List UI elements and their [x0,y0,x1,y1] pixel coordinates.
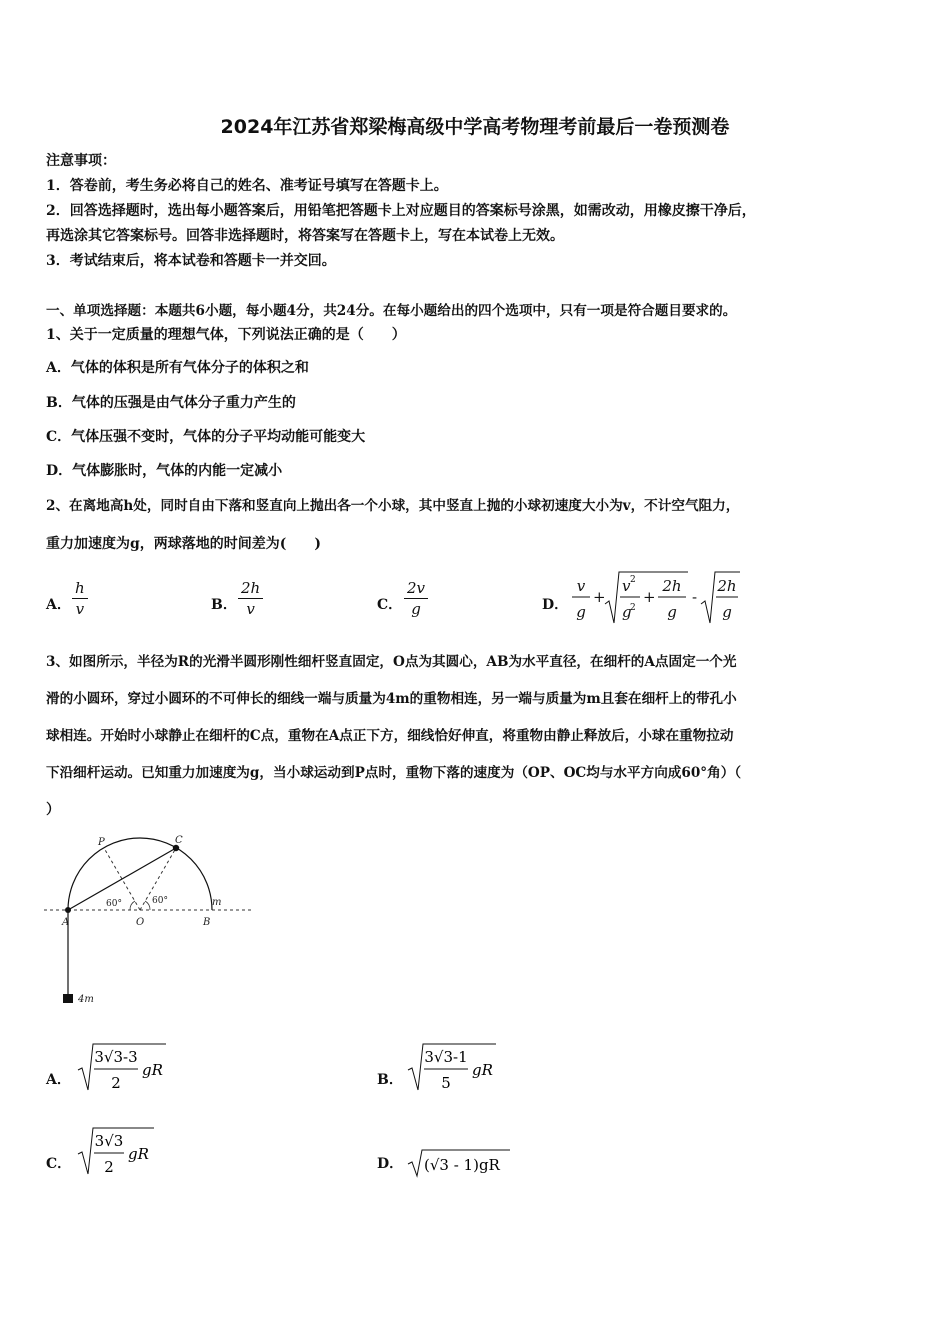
q2-d-r1-num: v [622,577,631,595]
label-b: B [203,917,211,928]
q1-option-b: B．气体的压强是由气体分子重力产生的 [46,395,296,411]
q2-label-a: A． [46,597,71,613]
q2-option-b [238,578,263,619]
q2-label-c: C． [377,597,403,613]
label-c: C [175,835,183,846]
q3-stem-line-3: 球相连。开始时小球静止在细杆的C点，重物在A点正下方，细线恰好伸直，将重物由静止释放后，小球在重物拉动 [46,728,734,744]
q2-d-plus-2: + [643,588,656,606]
label-a: A [62,917,70,928]
q3-stem-line-2: 滑的小圆环，穿过小圆环的不可伸长的细线一端与质量为4m的重物相连，另一端与质量为m且套在细杆上的带孔小 [46,691,737,707]
q2-d-t1-num: v [576,577,586,595]
notice-heading: 注意事项： [46,153,116,169]
q3-stem-line-5: ） [46,802,60,818]
q2-d-minus: - [692,588,698,606]
q3-stem-line-4: 下沿细杆运动。已知重力加速度为g，当小球运动到P点时，重物下落的速度为（OP、OC均与水平方向成60°角）（ [46,765,742,781]
q3-b-num: 3√3-1 [424,1048,468,1066]
q2-label-d: D． [542,597,569,613]
q1-option-c: C．气体压强不变时，气体的分子平均动能可能变大 [46,429,366,445]
q2-c-numerator: 2v [404,578,428,599]
label-4m: 4m [78,994,94,1005]
q3-option-a [76,1040,176,1096]
q3-c-num: 3√3 [94,1132,124,1150]
q3-label-c: C． [46,1156,72,1172]
q3-b-tail: gR [472,1061,493,1079]
q1-stem: 1、关于一定质量的理想气体，下列说法正确的是（ ） [46,327,406,343]
label-p: P [98,837,105,848]
q2-d-r1-num-exp: 2 [630,575,636,585]
q3-label-b: B． [377,1072,403,1088]
q3-label-d: D． [377,1156,404,1172]
q3-stem-line-1: 3、如图所示，半径为R的光滑半圆形刚性细杆竖直固定，O点为其圆心，AB为水平直径，在细杆的A点固定一个光 [46,654,737,670]
q1-option-a: A．气体的体积是所有气体分子的体积之和 [46,360,309,376]
notice-item-2-cont: 再选涂其它答案标号。回答非选择题时，将答案写在答题卡上，写在本试卷上无效。 [46,228,564,244]
angle-left: 60° [106,899,122,909]
weight-block [63,994,73,1003]
q2-a-denominator: v [75,600,85,618]
q1-option-d: D．气体膨胀时，气体的内能一定减小 [46,463,283,479]
q2-option-a [72,578,88,619]
notice-item-2: 2．回答选择题时，选出每小题答案后，用铅笔把答题卡上对应题目的答案标号涂黑，如需改动，用橡皮擦干净后， [46,203,756,219]
q2-b-numerator: 2h [238,578,263,599]
q3-b-den: 5 [441,1074,451,1092]
q3-label-a: A． [46,1072,71,1088]
q2-d-r1-den-exp: 2 [630,603,636,613]
q3-figure [40,828,270,1012]
semicircle-rod [68,838,212,910]
notice-item-3: 3．考试结束后，将本试卷和答题卡一并交回。 [46,253,336,269]
label-o: O [136,917,145,928]
notice-item-1: 1．答卷前，考生务必将自己的姓名、准考证号填写在答题卡上。 [46,178,448,194]
q2-d-r2-num: 2h [662,577,682,595]
q2-stem-line-2: 重力加速度为g，两球落地的时间差为( ) [46,536,322,552]
q3-option-d [406,1146,516,1180]
q2-d-plus-1: + [593,588,606,606]
q2-option-d-formula [566,566,746,630]
q3-option-c [76,1124,166,1180]
section-heading: 一、单项选择题：本题共6小题，每小题4分，共24分。在每小题给出的四个选项中，只有一项是符合题目要求的。 [46,303,737,319]
q3-option-b [406,1040,506,1096]
q2-label-b: B． [211,597,237,613]
page-title: 2024年江苏省郑梁梅高级中学高考物理考前最后一卷预测卷 [220,116,730,138]
q2-option-c [404,578,428,619]
q3-c-tail: gR [128,1145,149,1163]
q2-a-numerator: h [72,578,88,599]
q2-d-r1-den: g [622,603,632,621]
angle-right: 60° [152,896,168,906]
ring-a [65,907,71,913]
q3-a-num: 3√3-3 [94,1048,138,1066]
q2-d-r3-num: 2h [717,577,737,595]
q2-c-denominator: g [411,600,421,618]
q2-d-t1-den: g [576,603,586,621]
q2-d-r3-den: g [722,603,732,621]
q3-a-den: 2 [111,1074,121,1092]
q3-d-expr: (√3 - 1)gR [424,1156,500,1174]
label-m: m [212,897,222,908]
q2-stem-line-1: 2、在离地高h处，同时自由下落和竖直向上抛出各一个小球，其中竖直上抛的小球初速度大小为v，不计空气阻力， [46,498,740,514]
q3-c-den: 2 [104,1158,114,1176]
q3-a-tail: gR [142,1061,163,1079]
q2-b-denominator: v [246,600,255,618]
q2-d-r2-den: g [667,603,677,621]
